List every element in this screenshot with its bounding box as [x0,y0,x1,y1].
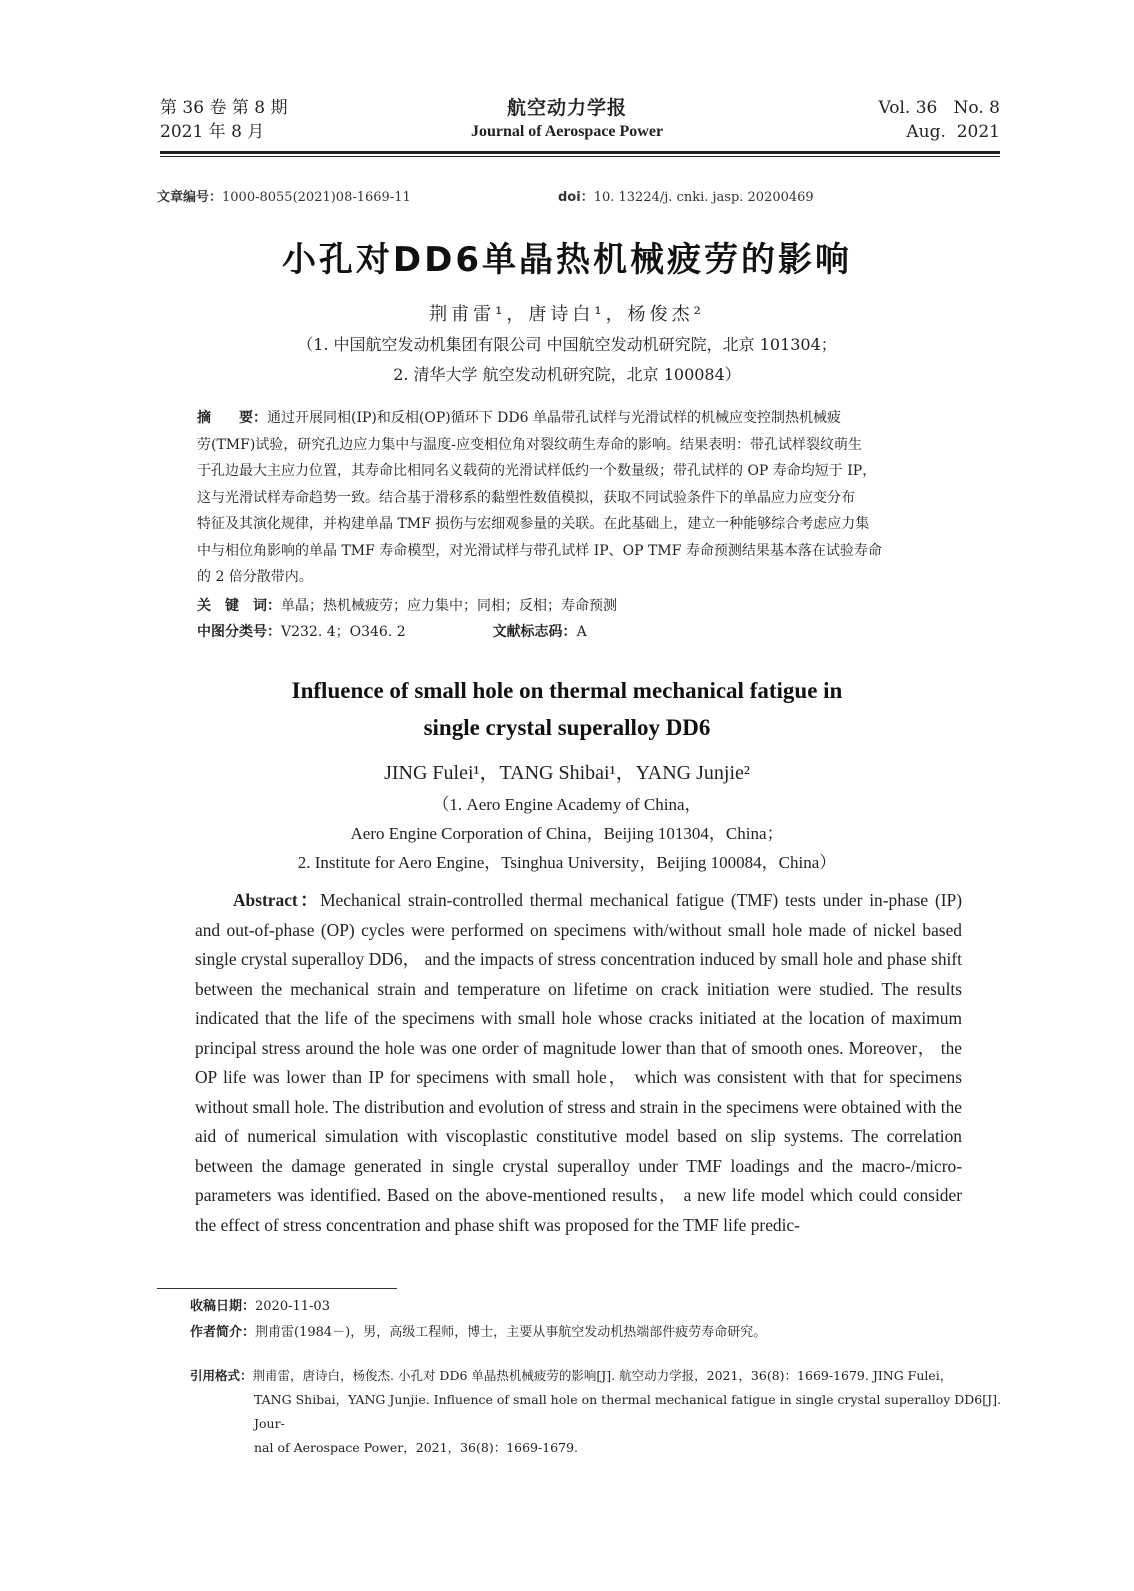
citation [190,1364,1005,1460]
citation-line: nal of Aerospace Power，2021，36(8)：1669-1679. [254,1440,579,1455]
abstract-cn-label: 摘 要： [197,410,267,426]
author-bio-label: 作者简介： [190,1325,256,1340]
author-bio-text: 荆甫雷(1984－)，男，高级工程师，博士，主要从事航空发动机热端部件疲劳寿命研究。 [255,1325,767,1340]
affiliation-en-1: （1. Aero Engine Academy of China， [432,795,702,814]
citation-line: TANG Shibai，YANG Junjie. Influence of small hole on thermal mechanical fatigue in single crystal superalloy DD6[J]. Jour- [254,1392,1001,1431]
author-bio [190,1320,1005,1345]
abstract-cn-line: 这与光滑试样寿命趋势一致。结合基于滑移系的黏塑性数值模拟，获取不同试验条件下的单晶应力应变分布 [197,489,855,506]
title-cn: 小孔对DD6单晶热机械疲劳的影响 [281,240,853,280]
abstract-cn-line: 的 2 倍分散带内。 [197,569,313,585]
citation-line: 荆甫雷，唐诗白，杨俊杰. 小孔对 DD6 单晶热机械疲劳的影响[J]. 航空动力学报，2021，36(8)：1669-1679. JING Fulei， [252,1368,953,1383]
journal-name-en: Journal of Aerospace Power [470,123,664,140]
received-value: 2020-11-03 [255,1299,330,1314]
abstract-cn-line: 于孔边最大主应力位置，其寿命比相同名义载荷的光滑试样低约一个数量级；带孔试样的 OP 寿命均短于 IP， [197,463,877,479]
keywords-label: 关 键 词： [197,598,281,614]
abstract-en-label: Abstract： [233,890,321,910]
affiliation-en-3: 2. Institute for Aero Engine，Tsinghua University，Beijing 100084，China） [297,853,837,872]
date-cn: 2021 年 8 月 [160,122,265,142]
title-en-line-2: single crystal superalloy DD6 [423,715,711,740]
doc-code-label: 文献标志码： [492,624,577,640]
abstract-en-text: Mechanical strain-controlled thermal mechanical fatigue (TMF) tests under in-phase (IP) and out-of-phase (OP) cycles were performed on specimens with/without small hole made of nickel based single crystal superalloy DD6， and the impacts of stress concentration induced by small hole and phase shift between the mechanical strain and temperature on lifetime on crack initiation were studied. The results indicated that the life of the specimens with small hole whose cracks initiated at the location of maximum principal stress around the hole was one order of magnitude lower than that of smooth ones. Moreover， the OP life was lower than IP for specimens with small hole， which was consistent with that for specimens without small hole. The distribution and evolution of stress and strain in the specimens were obtained with the aid of numerical simulation with viscoplastic constitutive model based on slip systems. The correlation between the damage generated in single crystal superalloy under TMF loadings and the macro-/micro-parameters was identified. Based on the above-mentioned results， a new life model which could consider the effect of stress concentration and phase shift was proposed for the TMF life predic- [195,890,962,1235]
header-rule-thin [160,156,1000,157]
doi-label: doi： [558,190,594,205]
doi-value: 10. 13224/j. cnki. jasp. 20200469 [593,190,814,205]
affiliation-cn-1: （1. 中国航空发动机集团有限公司 中国航空发动机研究院，北京 101304； [297,335,837,354]
doc-code-value: A [576,624,587,640]
clc-value: V232. 4；O346. 2 [281,624,406,640]
abstract-cn-line: 劳(TMF)试验，研究孔边应力集中与温度-应变相位角对裂纹萌生寿命的影响。结果表明：带孔试样裂纹萌生 [197,436,863,453]
abstract-cn-line: 通过开展同相(IP)和反相(OP)循环下 DD6 单晶带孔试样与光滑试样的机械应变控制热机械疲 [267,410,841,426]
authors-cn: 荆甫雷¹，唐诗白¹，杨俊杰² [429,304,705,325]
abstract-cn [197,405,962,591]
date-en: Aug. 2021 [906,122,1000,142]
journal-name-cn: 航空动力学报 [506,97,627,119]
affiliation-en-2: Aero Engine Corporation of China，Beijing 101304，China； [350,824,784,843]
authors-en: JING Fulei¹，TANG Shibai¹，YANG Junjie² [384,762,750,784]
article-number [157,186,411,205]
keywords-cn [197,595,962,615]
footnote-rule [157,1288,397,1289]
volume-issue-cn: 第 36 卷 第 8 期 [160,98,288,118]
abstract-cn-line: 中与相位角影响的单晶 TMF 寿命模型，对光滑试样与带孔试样 IP、OP TMF 寿命预测结果基本落在试验寿命 [197,542,882,559]
received-date [190,1294,1005,1319]
article-number-value: 1000-8055(2021)08-1669-11 [222,190,411,205]
citation-label: 引用格式： [190,1368,253,1383]
abstract-cn-line: 特征及其演化规律，并构建单晶 TMF 损伤与宏细观参量的关联。在此基础上，建立一种能够综合考虑应力集 [197,516,870,532]
header-right [879,96,1000,144]
clc-label: 中图分类号： [197,624,281,640]
classification [197,621,962,641]
keywords-text: 单晶；热机械疲劳；应力集中；同相；反相；寿命预测 [281,598,617,614]
abstract-en [195,886,962,1240]
title-en-line-1: Influence of small hole on thermal mechanical fatigue in [291,678,843,703]
article-number-label: 文章编号： [157,190,223,205]
doi [558,186,814,205]
title-en [0,672,1134,746]
affiliation-cn-2: 2. 清华大学 航空发动机研究院，北京 100084） [393,365,741,384]
volume-issue-en: Vol. 36 No. 8 [878,98,1000,118]
received-label: 收稿日期： [190,1299,256,1314]
header-rule-thick [160,151,1000,154]
